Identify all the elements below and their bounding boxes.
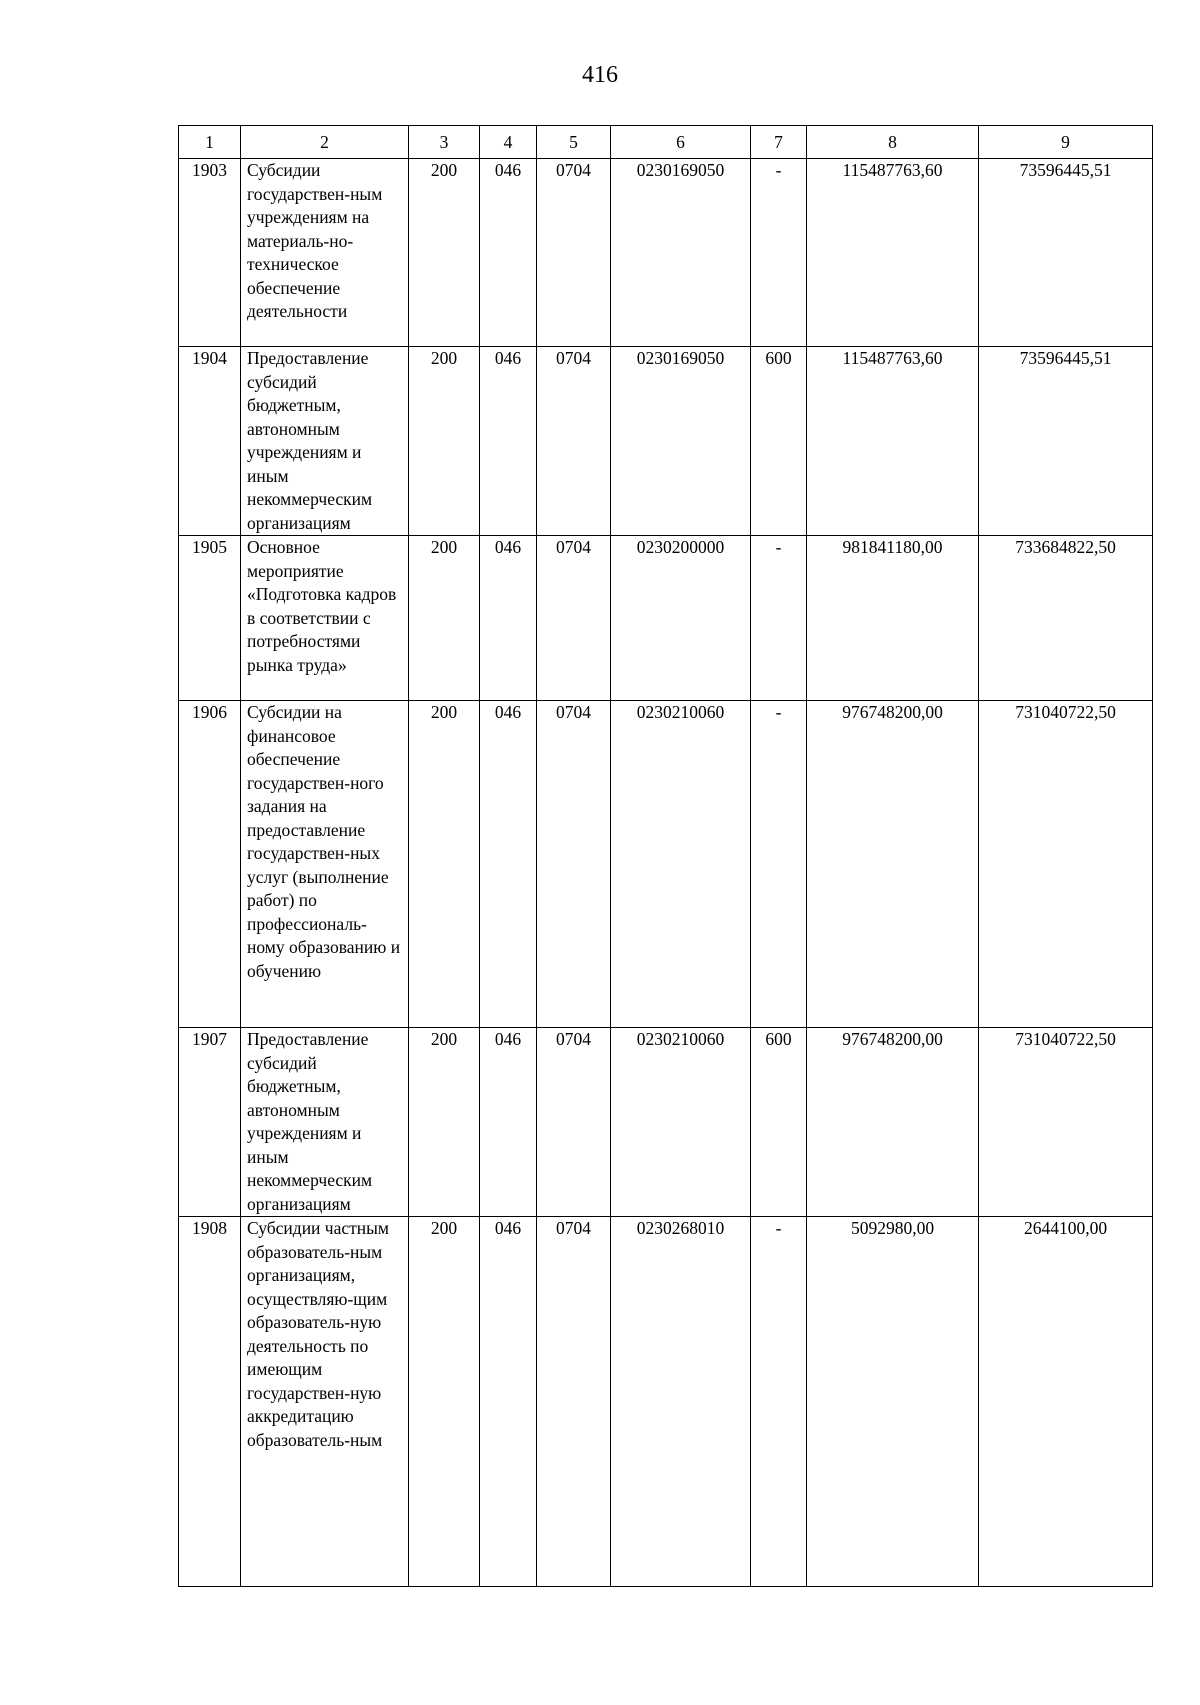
column-header-2: 2 <box>241 126 409 159</box>
cell-col-4: 046 <box>480 1217 537 1587</box>
table-row <box>179 536 1153 701</box>
cell-col-5: 0704 <box>537 701 611 1028</box>
column-header-5: 5 <box>537 126 611 159</box>
cell-col-4: 046 <box>480 1028 537 1217</box>
table-row <box>179 1028 1153 1217</box>
header-row <box>179 126 1153 159</box>
cell-col-9: 733684822,50 <box>979 536 1153 701</box>
cell-col-5: 0704 <box>537 536 611 701</box>
cell-col-3: 200 <box>409 1217 480 1587</box>
column-header-7: 7 <box>751 126 807 159</box>
cell-col-3: 200 <box>409 1028 480 1217</box>
cell-col-7: - <box>751 1217 807 1587</box>
row-description: Субсидии на финансовое обеспечение государствен-ного задания на предоставление государствен-ных услуг (выполнение работ) по профессиональ-ному образованию и обучению <box>241 701 409 1028</box>
row-number: 1908 <box>179 1217 241 1587</box>
cell-col-8: 115487763,60 <box>807 347 979 536</box>
row-number: 1903 <box>179 159 241 347</box>
column-header-6: 6 <box>611 126 751 159</box>
cell-col-5: 0704 <box>537 1217 611 1587</box>
cell-col-5: 0704 <box>537 1028 611 1217</box>
table-body <box>179 159 1153 1587</box>
column-header-1: 1 <box>179 126 241 159</box>
row-number: 1904 <box>179 347 241 536</box>
cell-col-7: 600 <box>751 347 807 536</box>
column-header-3: 3 <box>409 126 480 159</box>
cell-col-8: 976748200,00 <box>807 1028 979 1217</box>
row-number: 1905 <box>179 536 241 701</box>
cell-col-5: 0704 <box>537 347 611 536</box>
table-header <box>179 126 1153 159</box>
cell-col-4: 046 <box>480 347 537 536</box>
cell-col-6: 0230169050 <box>611 159 751 347</box>
row-number: 1906 <box>179 701 241 1028</box>
row-number: 1907 <box>179 1028 241 1217</box>
cell-col-4: 046 <box>480 536 537 701</box>
cell-col-4: 046 <box>480 701 537 1028</box>
column-header-9: 9 <box>979 126 1153 159</box>
cell-col-3: 200 <box>409 347 480 536</box>
table-row <box>179 159 1153 347</box>
cell-col-6: 0230268010 <box>611 1217 751 1587</box>
cell-col-9: 73596445,51 <box>979 159 1153 347</box>
cell-col-6: 0230210060 <box>611 701 751 1028</box>
row-description: Основное мероприятие «Подготовка кадров в соответствии с потребностями рынка труда» <box>241 536 409 701</box>
row-description: Субсидии частным образователь-ным организациям, осуществляю-щим образователь-ную деятельность по имеющим государствен-ную аккредитацию образователь-ным <box>241 1217 409 1587</box>
cell-col-6: 0230210060 <box>611 1028 751 1217</box>
budget-table <box>178 125 1153 1587</box>
cell-col-6: 0230200000 <box>611 536 751 701</box>
cell-col-3: 200 <box>409 536 480 701</box>
cell-col-8: 976748200,00 <box>807 701 979 1028</box>
column-header-8: 8 <box>807 126 979 159</box>
cell-col-5: 0704 <box>537 159 611 347</box>
cell-col-8: 5092980,00 <box>807 1217 979 1587</box>
cell-col-9: 731040722,50 <box>979 701 1153 1028</box>
row-description: Предоставление субсидий бюджетным, автономным учреждениям и иным некоммерческим организациям <box>241 1028 409 1217</box>
cell-col-3: 200 <box>409 159 480 347</box>
row-description: Субсидии государствен-ным учреждениям на материаль-но-техническое обеспечение деятельности <box>241 159 409 347</box>
column-header-4: 4 <box>480 126 537 159</box>
cell-col-7: 600 <box>751 1028 807 1217</box>
cell-col-8: 981841180,00 <box>807 536 979 701</box>
row-description: Предоставление субсидий бюджетным, автономным учреждениям и иным некоммерческим организациям <box>241 347 409 536</box>
cell-col-4: 046 <box>480 159 537 347</box>
page-number: 416 <box>582 62 618 88</box>
cell-col-9: 731040722,50 <box>979 1028 1153 1217</box>
cell-col-7: - <box>751 536 807 701</box>
cell-col-9: 2644100,00 <box>979 1217 1153 1587</box>
table-row <box>179 347 1153 536</box>
cell-col-8: 115487763,60 <box>807 159 979 347</box>
table-row <box>179 701 1153 1028</box>
cell-col-9: 73596445,51 <box>979 347 1153 536</box>
cell-col-7: - <box>751 159 807 347</box>
table-row <box>179 1217 1153 1587</box>
cell-col-7: - <box>751 701 807 1028</box>
cell-col-3: 200 <box>409 701 480 1028</box>
cell-col-6: 0230169050 <box>611 347 751 536</box>
